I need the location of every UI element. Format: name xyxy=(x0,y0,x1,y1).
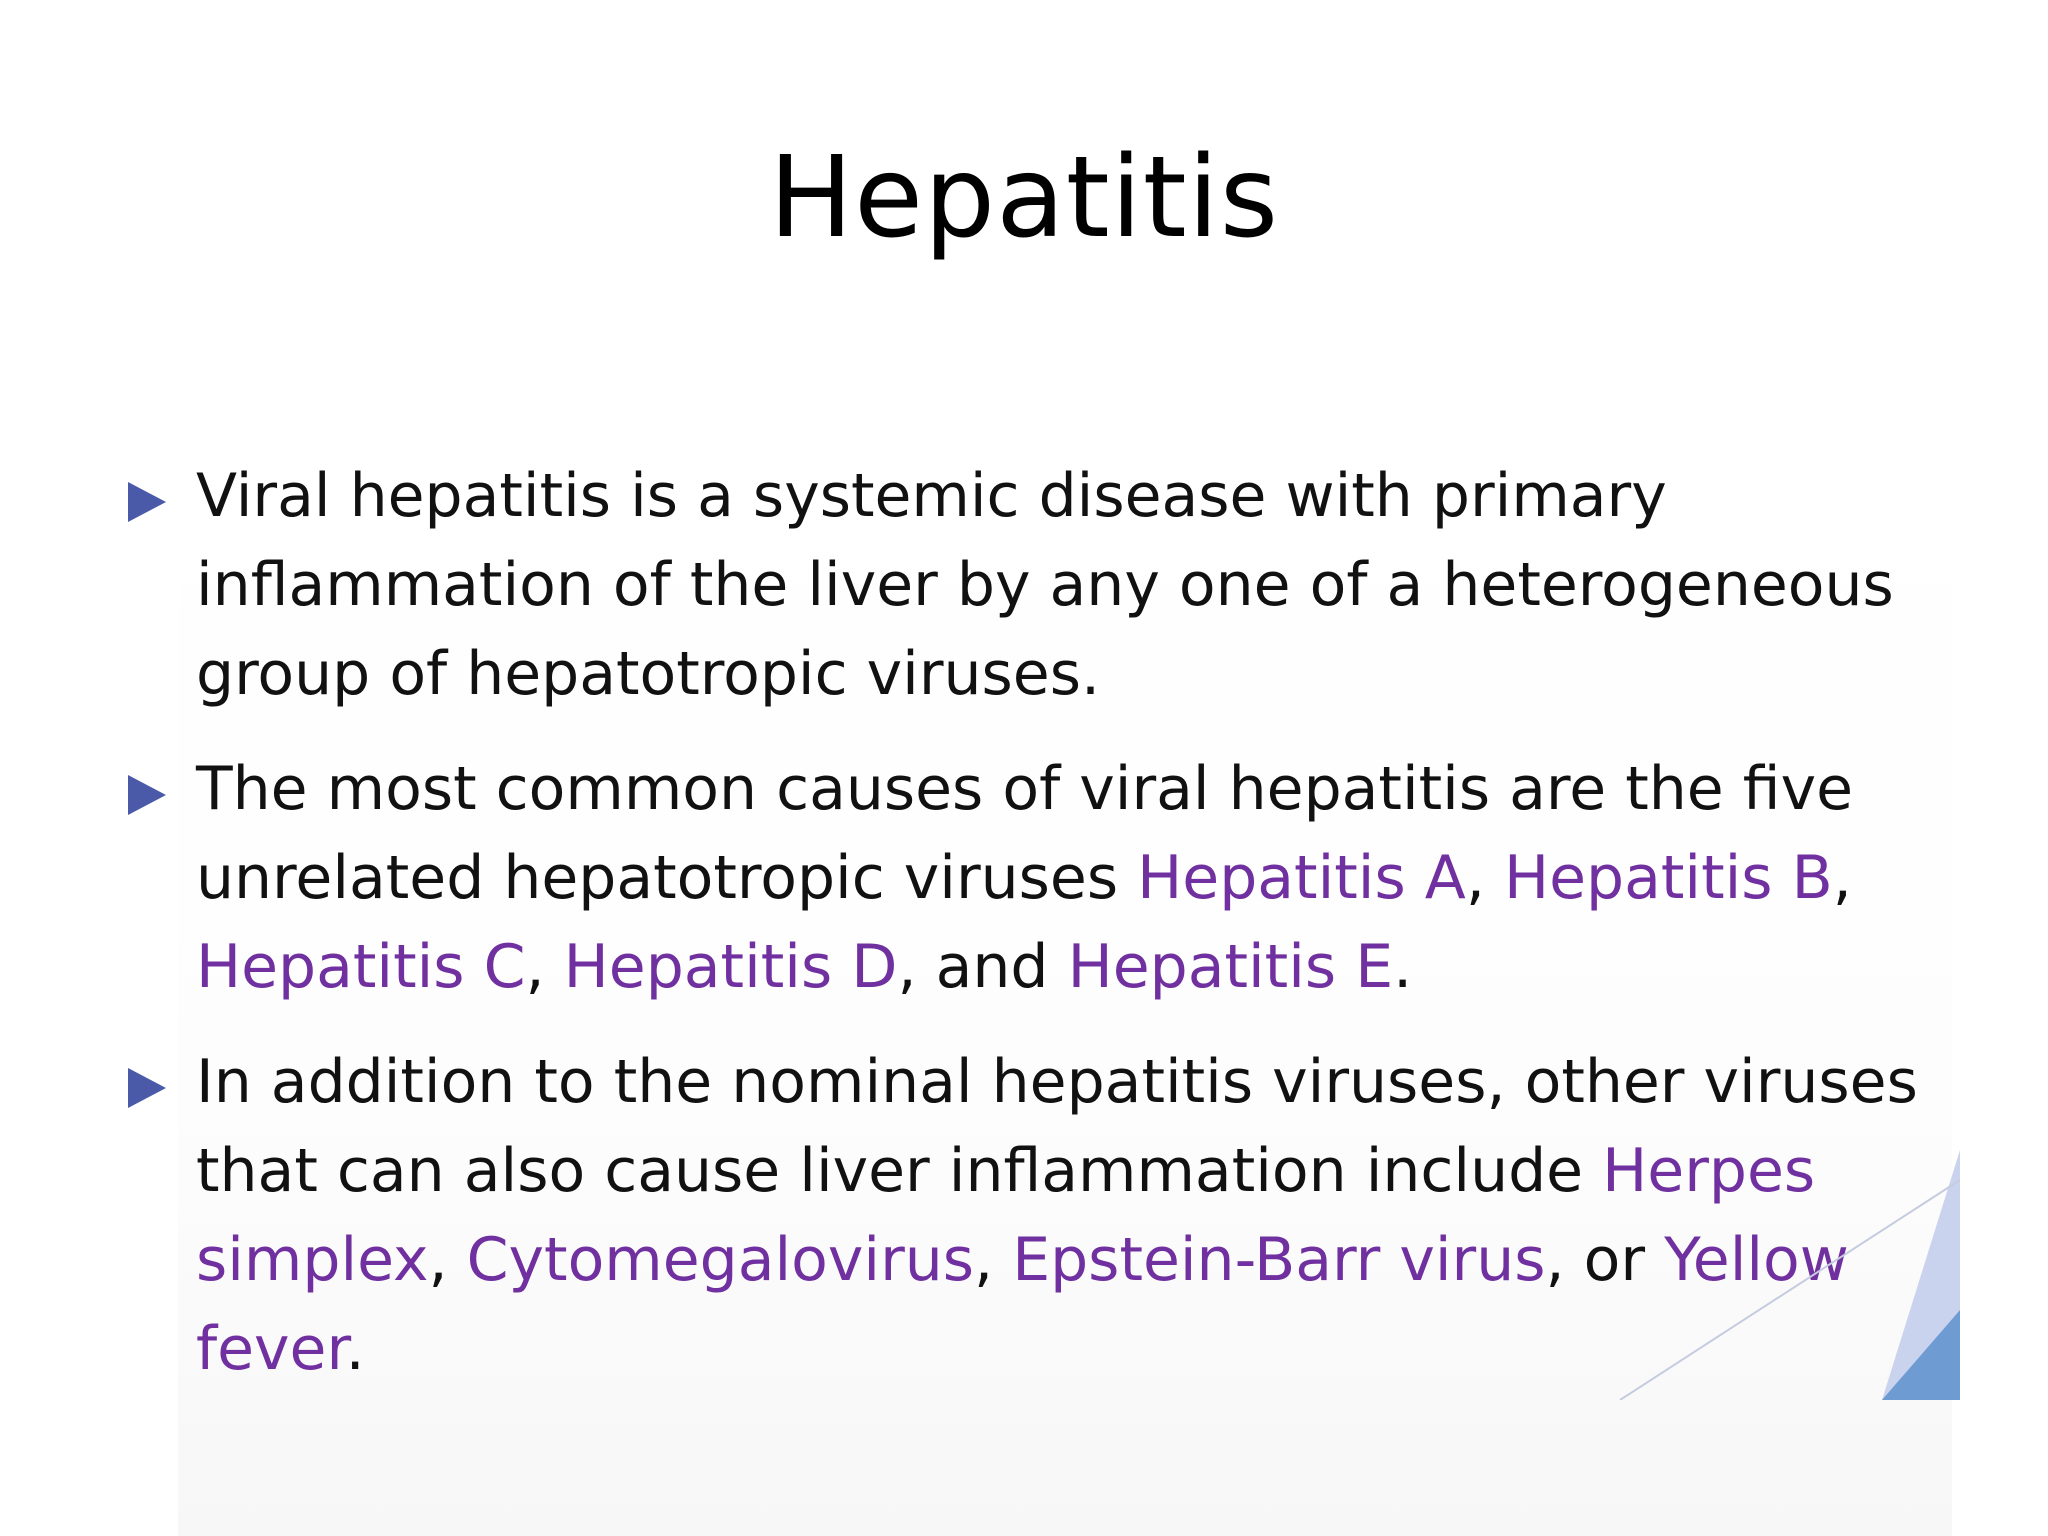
bullet-text: Viral hepatitis is a systemic disease with primary inflammation of the liver by any one of a heterogeneous group of hepatotropic viruses. xyxy=(196,461,1894,709)
right-triangle-bullet-icon xyxy=(128,775,166,815)
right-triangle-bullet-icon xyxy=(128,482,166,522)
term-hepatitis-d: Hepatitis D xyxy=(563,932,898,1002)
bullet-text: , xyxy=(974,1225,1013,1295)
bullet-item-common-causes xyxy=(196,745,1986,1012)
bullet-text: , or xyxy=(1545,1225,1665,1295)
bullet-text: In addition to the nominal hepatitis viruses, other viruses that can also cause liver inflammation include xyxy=(196,1047,1918,1206)
term-yellow-fever: Yellow fever xyxy=(196,1225,1849,1384)
right-triangle-bullet-icon xyxy=(128,1068,166,1108)
term-hepatitis-b: Hepatitis B xyxy=(1503,843,1833,913)
bullet-text: , xyxy=(1832,843,1852,913)
term-hepatitis-a: Hepatitis A xyxy=(1137,843,1466,913)
bullet-text: . xyxy=(345,1314,365,1384)
term-cytomegalovirus: Cytomegalovirus xyxy=(466,1225,975,1295)
bullet-text: , xyxy=(428,1225,467,1295)
term-hepatitis-c: Hepatitis C xyxy=(196,932,526,1002)
bullet-text: The most common causes of viral hepatitis are the five unrelated hepatotropic viruses xyxy=(196,754,1854,913)
bullet-text: , xyxy=(1465,843,1504,913)
corner-decoration xyxy=(1600,1140,1960,1400)
term-hepatitis-e: Hepatitis E xyxy=(1067,932,1394,1002)
term-herpes-simplex: Herpes simplex xyxy=(196,1136,1816,1295)
bullet-text: . xyxy=(1393,932,1413,1002)
term-epstein-barr-virus: Epstein-Barr virus xyxy=(1012,1225,1546,1295)
bullet-item-viral-hepatitis-definition xyxy=(196,452,1986,719)
slide-title: Hepatitis xyxy=(768,133,1280,263)
bullet-text: , and xyxy=(897,932,1068,1002)
bullet-text: , xyxy=(525,932,564,1002)
